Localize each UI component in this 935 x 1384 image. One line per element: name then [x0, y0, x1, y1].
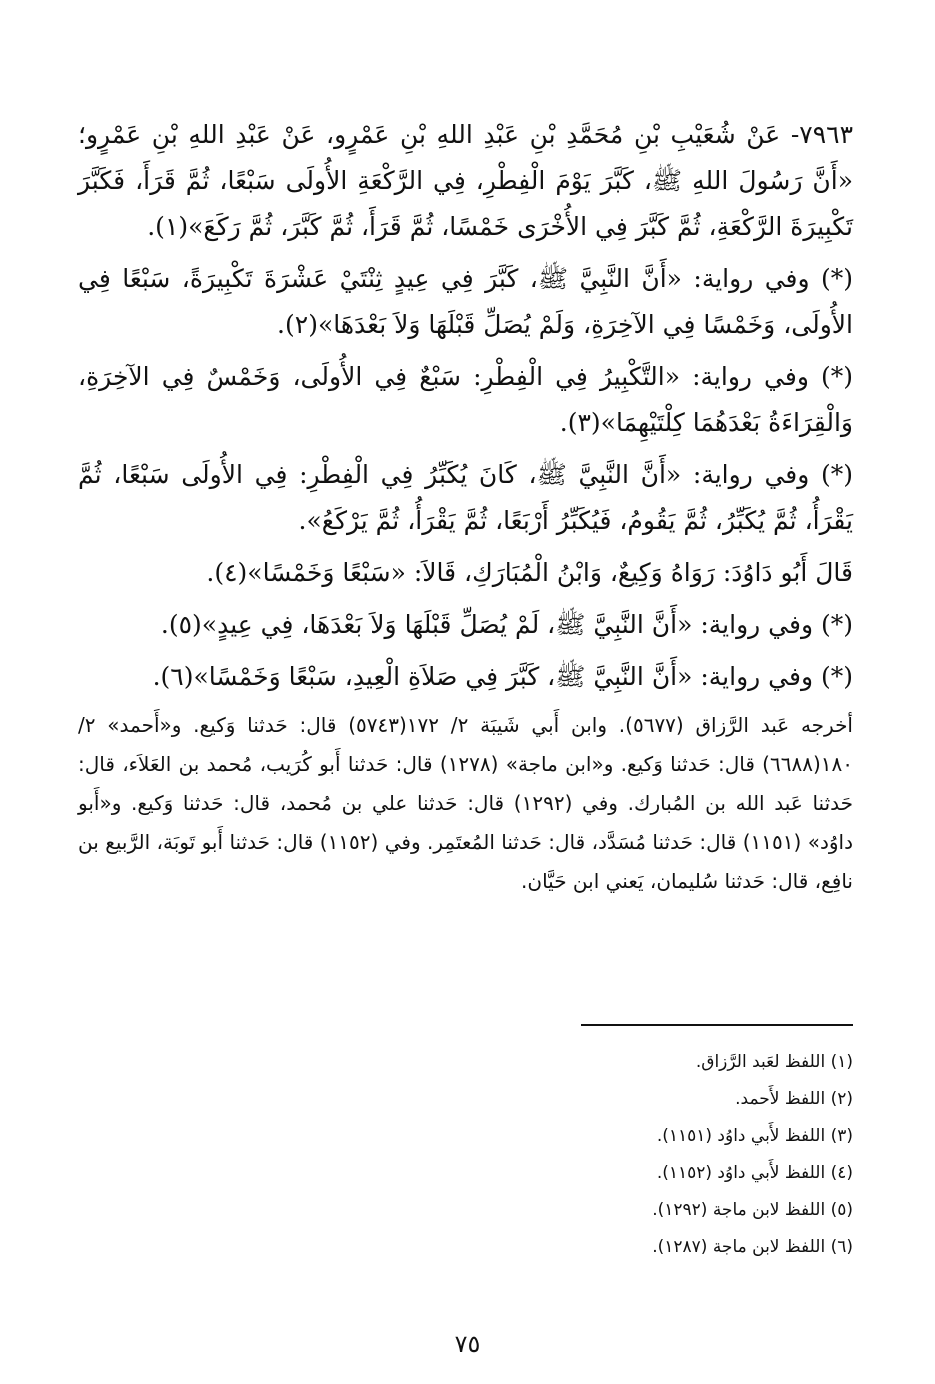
takhrij-paragraph: أخرجه عَبد الرَّزاق (٥٦٧٧). وابن أَبي شَيبَة ٢/ ١٧٢(٥٧٤٣) قال: حَدثنا وَكيع. و«أَحمد» ٢/ ١٨٠(٦٦٨٨) قال: حَدثنا وَكيع. و«ابن ماجة» (١٢٧٨) قال: حَدثنا أَبو كُرَيب، مُحمد بن العَلاَء، قال: حَدثنا عَبد الله بن المُبارك. وفي (١٢٩٢) قال: حَدثنا علي بن مُحمد، قال: حَدثنا وَكيع. و«أَبو داوُد» (١١٥١) قال: حَدثنا مُسَدَّد، قال: حَدثنا المُعتَمِر. وفي (١١٥٢) قال: حَدثنا أَبو تَوبَة، الرَّبيع بن نافِع، قال: حَدثنا سُليمان، يَعني ابن حَيَّان. — [78, 713, 853, 893]
footnote-5: (٥) اللفظ لابن ماجة (١٢٩٢). — [652, 1200, 853, 1220]
footnote-2: (٢) اللفظ لأَحمد. — [735, 1089, 853, 1109]
riwaya-paragraph-2: (*) وفي رواية: «التَّكْبِيرُ فِي الْفِطْرِ: سَبْعٌ فِي الأُولَى، وَخَمْسٌ فِي الآخِرَةِ، وَالْقِرَاءَةُ بَعْدَهُمَا كِلْتَيْهِمَا»(٣). — [78, 362, 853, 437]
footnote-divider — [581, 1024, 853, 1026]
page-body — [78, 112, 853, 901]
footnotes — [78, 1044, 853, 1266]
riwaya-paragraph-5: (*) وفي رواية: «أَنَّ النَّبِيَّ ﷺ، كَبَّرَ فِي صَلاَةِ الْعِيدِ، سَبْعًا وَخَمْسًا»(٦). — [152, 662, 853, 691]
footnote-4: (٤) اللفظ لأَبي داوُد (١١٥٢). — [656, 1163, 853, 1183]
hadith-text — [78, 112, 853, 700]
footnote-3: (٣) اللفظ لأَبي داوُد (١١٥١). — [656, 1126, 853, 1146]
footnote-6: (٦) اللفظ لابن ماجة (١٢٨٧). — [652, 1237, 853, 1257]
hadith-main-paragraph: ٧٩٦٣- عَنْ شُعَيْبِ بْنِ مُحَمَّدِ بْنِ عَبْدِ اللهِ بْنِ عَمْرٍو، عَنْ عَبْدِ اللهِ بْنِ عَمْرٍو؛ «أَنَّ رَسُولَ اللهِ ﷺ، كَبَّرَ يَوْمَ الْفِطْرِ، فِي الرَّكْعَةِ الأُولَى سَبْعًا، ثُمَّ قَرَأَ، فَكَبَّرَ تَكْبِيرَةَ الرَّكْعَةِ، ثُمَّ كَبَّرَ فِي الأُخْرَى خَمْسًا، ثُمَّ قَرَأَ، ثُمَّ كَبَّرَ، ثُمَّ رَكَعَ»(١). — [78, 120, 853, 241]
riwaya-paragraph-3: (*) وفي رواية: «أَنَّ النَّبِيَّ ﷺ، كَانَ يُكَبِّرُ فِي الْفِطْرِ: فِي الأُولَى سَبْعًا، ثُمَّ يَقْرَأُ، ثُمَّ يُكَبِّرُ، ثُمَّ يَقُومُ، فَيُكَبِّرُ أَرْبَعًا، ثُمَّ يَقْرَأُ، ثُمَّ يَرْكَعُ». — [78, 460, 853, 535]
page-number: ٧٥ — [454, 1330, 481, 1358]
footnote-1: (١) اللفظ لعَبد الرَّزاق. — [695, 1052, 853, 1072]
riwaya-paragraph-4: (*) وفي رواية: «أَنَّ النَّبِيَّ ﷺ، لَمْ يُصَلِّ قَبْلَهَا وَلاَ بَعْدَهَا، فِي عِيدٍ»(٥). — [160, 610, 853, 639]
riwaya-paragraph-1: (*) وفي رواية: «أَنَّ النَّبِيَّ ﷺ، كَبَّرَ فِي عِيدٍ ثِنْتَيْ عَشْرَةَ تَكْبِيرَةً، سَبْعًا فِي الأُولَى، وَخَمْسًا فِي الآخِرَةِ، وَلَمْ يُصَلِّ قَبْلَهَا وَلاَ بَعْدَهَا»(٢). — [78, 264, 853, 339]
abu-dawud-note: قَالَ أَبُو دَاوُدَ: رَوَاهُ وَكِيعٌ، وَابْنُ الْمُبَارَكِ، قَالاَ: «سَبْعًا وَخَمْسًا»(٤). — [206, 558, 853, 587]
